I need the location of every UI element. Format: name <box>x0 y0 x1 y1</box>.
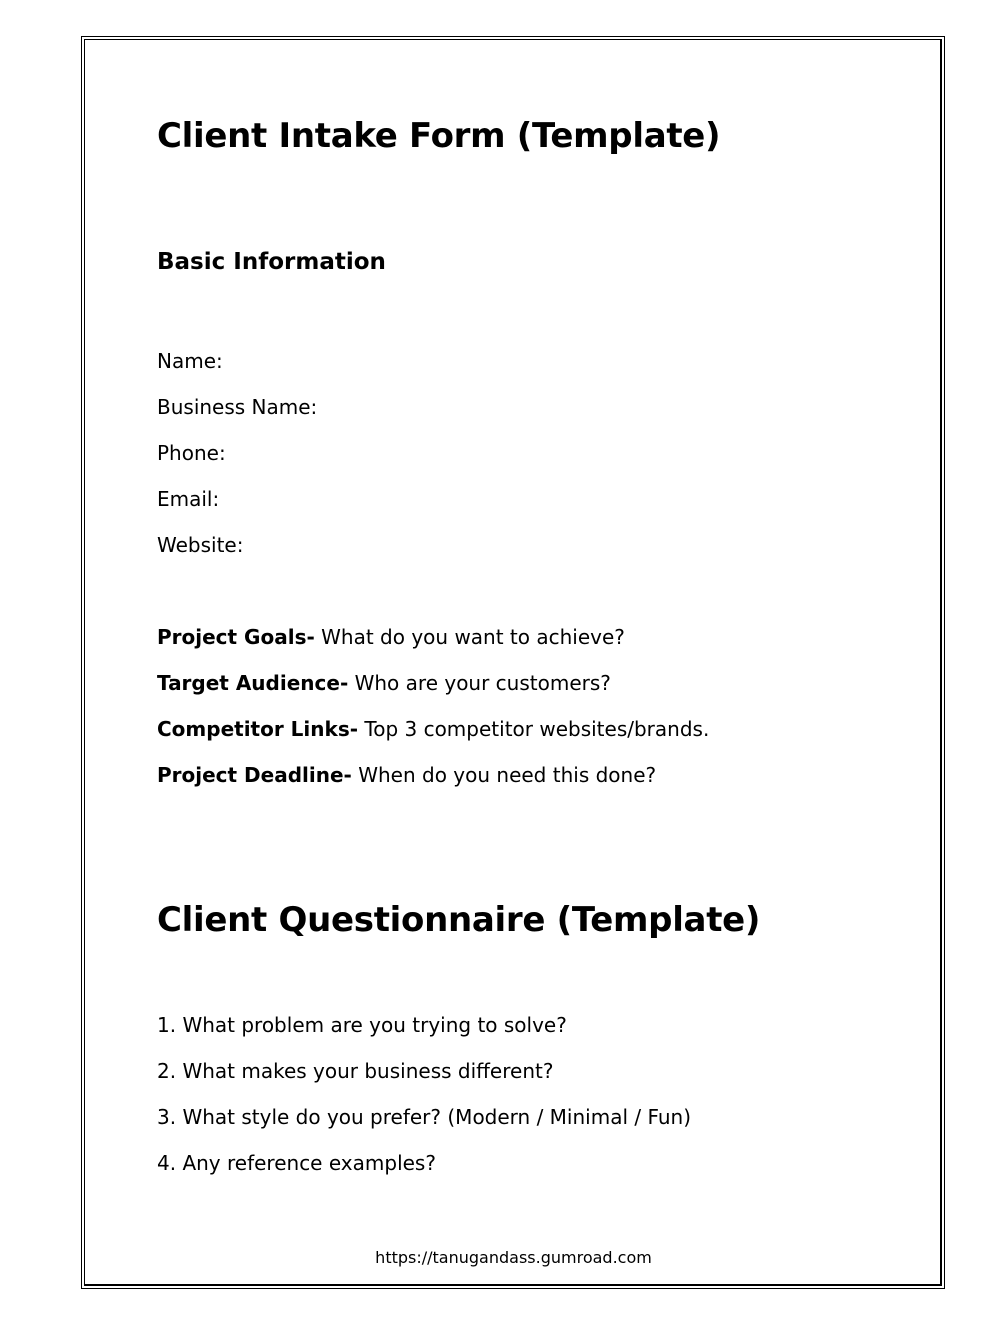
prompt-project-goals <box>157 623 625 651</box>
prompt-text: Who are your customers? <box>348 671 611 695</box>
prompt-competitor-links <box>157 715 709 743</box>
question-item: 1. What problem are you trying to solve? <box>157 1013 567 1037</box>
basic-information-heading: Basic Information <box>157 249 386 275</box>
field-website-label: Website: <box>157 533 244 557</box>
prompt-project-deadline <box>157 761 656 789</box>
prompt-text: What do you want to achieve? <box>314 625 625 649</box>
page-border-inner <box>84 39 942 1286</box>
field-email-label: Email: <box>157 487 220 511</box>
prompt-text: When do you need this done? <box>351 763 657 787</box>
field-phone-label: Phone: <box>157 441 226 465</box>
prompt-label: Project Deadline- <box>157 763 352 787</box>
prompt-text: Top 3 competitor websites/brands. <box>358 717 710 741</box>
field-name-label: Name: <box>157 349 223 373</box>
intake-form-title: Client Intake Form (Template) <box>157 116 721 156</box>
prompt-label: Competitor Links- <box>157 717 359 741</box>
field-business-name-label: Business Name: <box>157 395 318 419</box>
question-item: 2. What makes your business different? <box>157 1059 554 1083</box>
question-item: 4. Any reference examples? <box>157 1151 436 1175</box>
prompt-target-audience <box>157 669 611 697</box>
question-item: 3. What style do you prefer? (Modern / Minimal / Fun) <box>157 1105 692 1129</box>
questionnaire-title: Client Questionnaire (Template) <box>157 900 761 940</box>
prompt-label: Target Audience- <box>157 671 349 695</box>
footer-url: https://tanugandass.gumroad.com <box>375 1248 652 1267</box>
prompt-label: Project Goals- <box>157 625 315 649</box>
